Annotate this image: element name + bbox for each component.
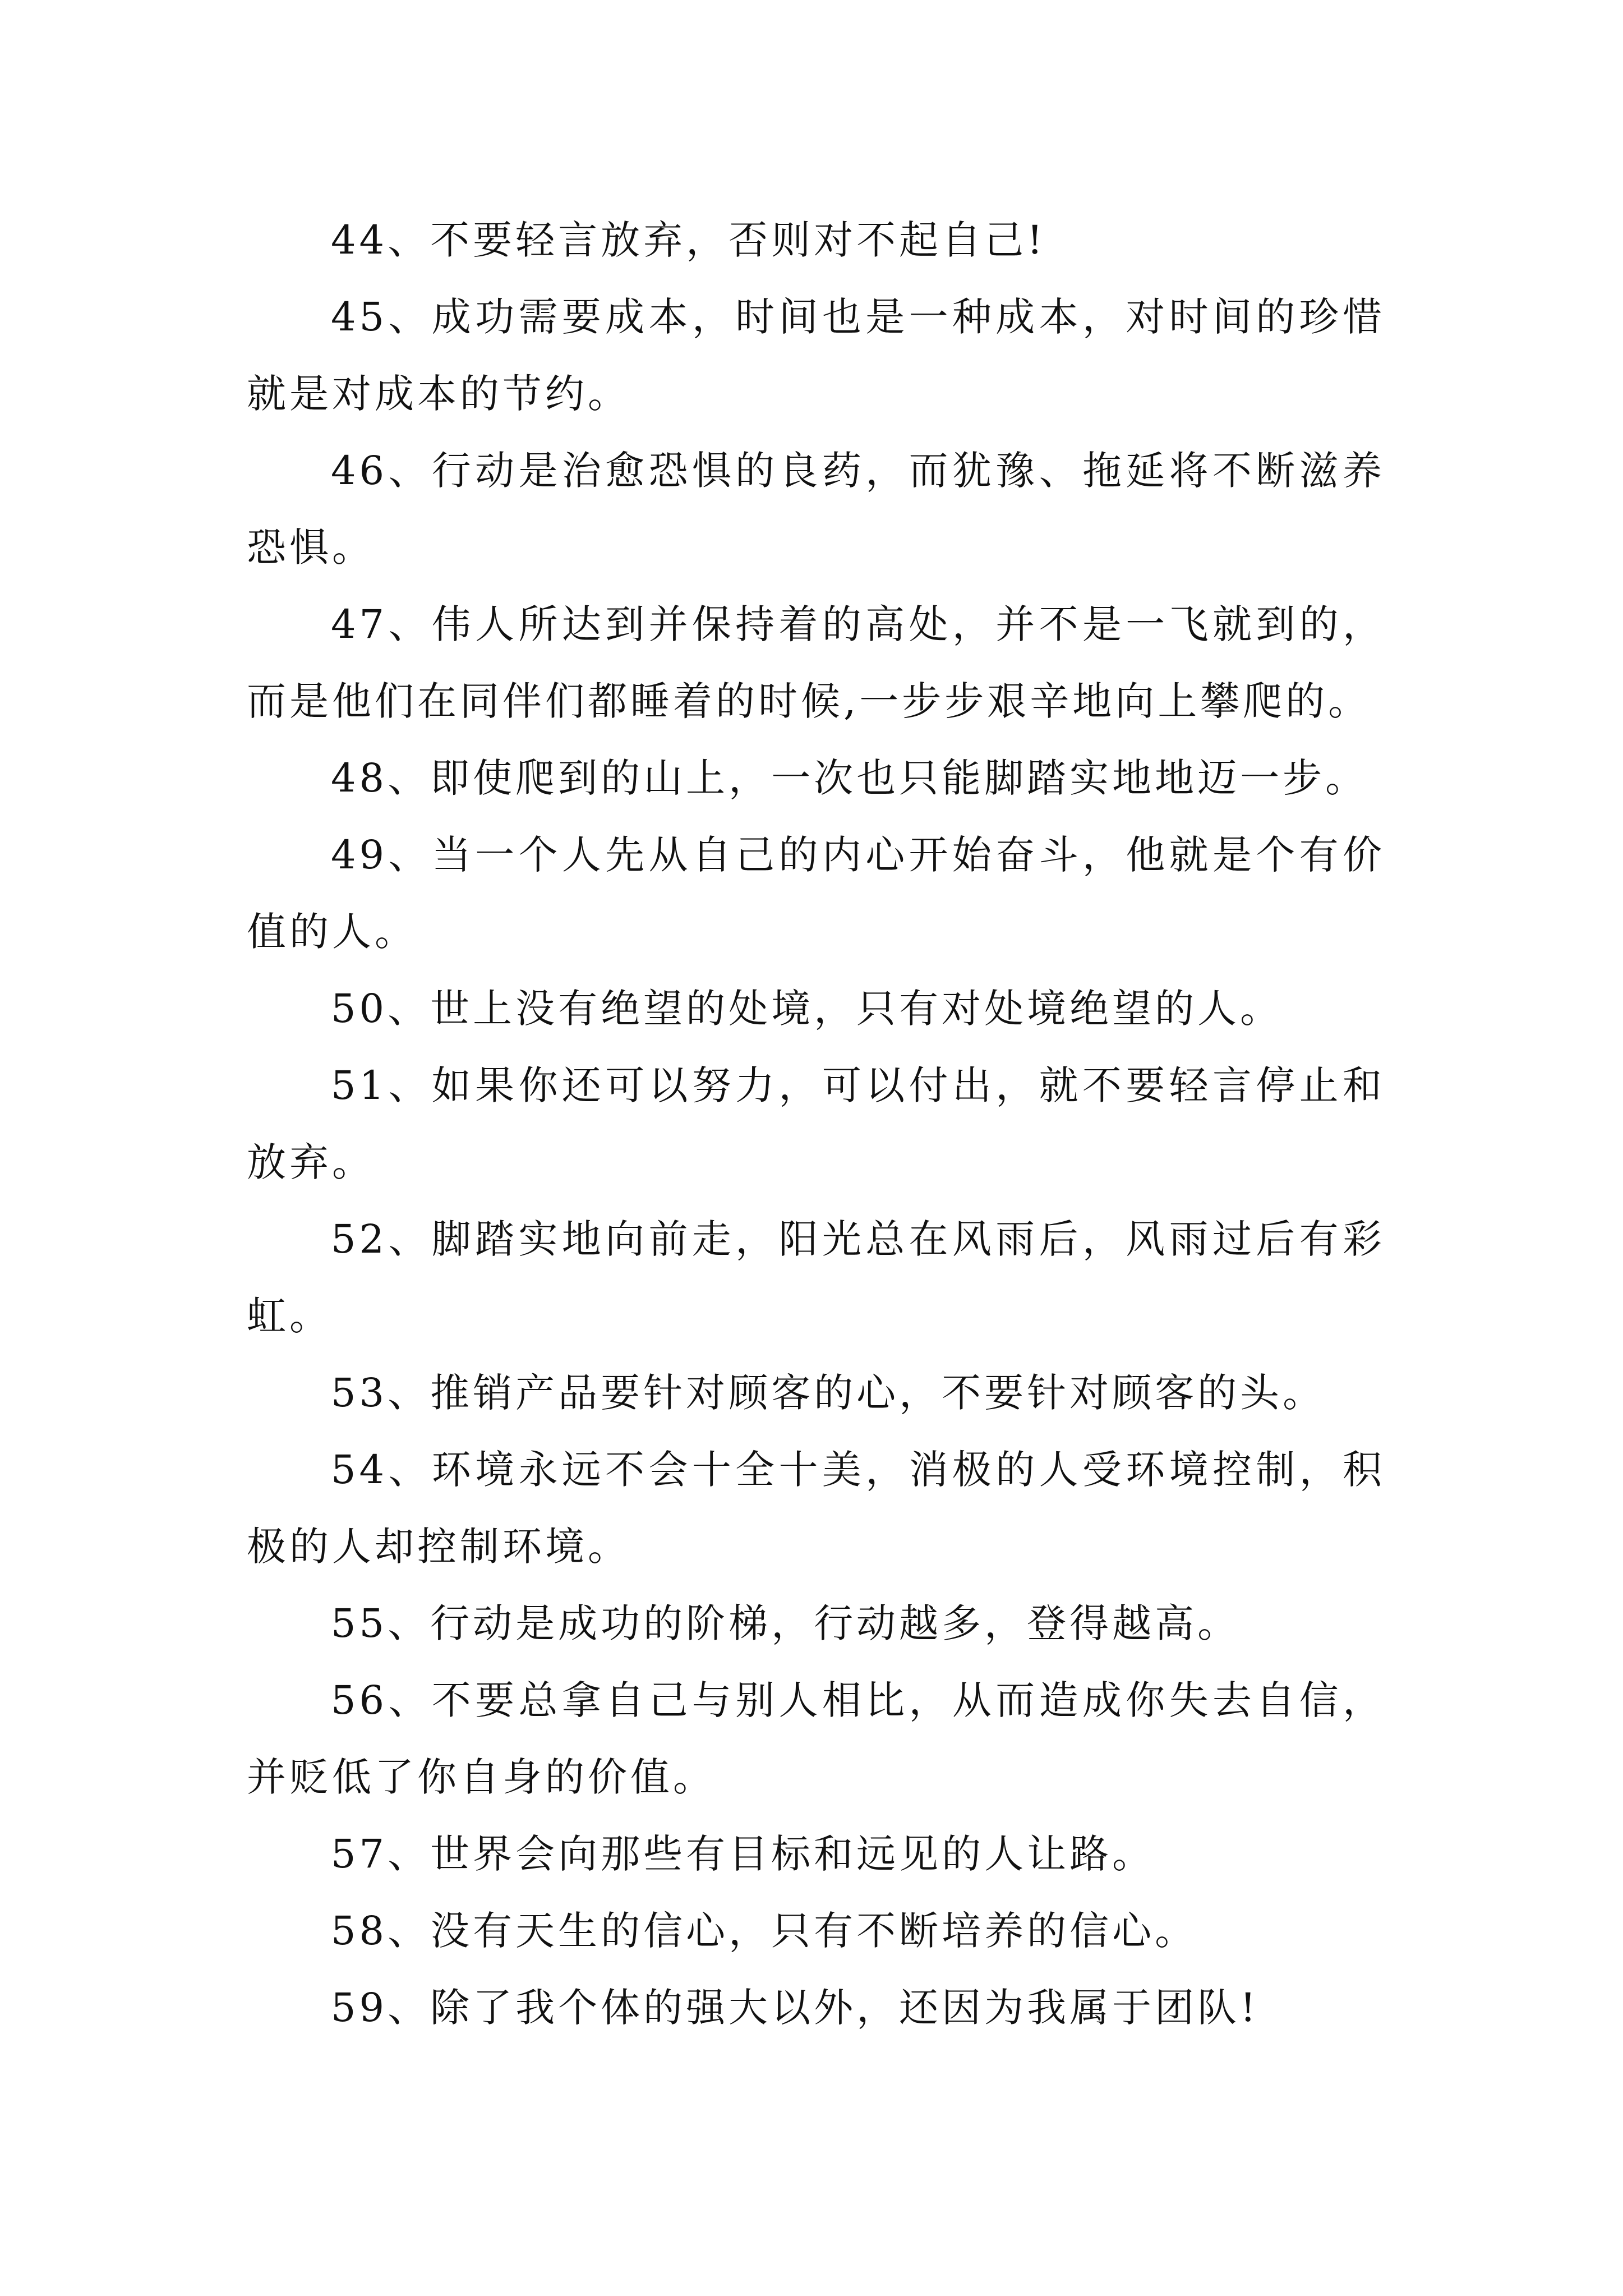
quote-paragraph-50: 50、世上没有绝望的处境，只有对处境绝望的人。 [331,986,1283,1032]
quote-paragraph-59: 59、除了我个体的强大以外，还因为我属于团队! [331,1985,1260,2031]
quote-paragraph-46: 46、行动是治愈恐惧的良药，而犹豫、拖延将不断滋养恐惧。 [247,448,1385,570]
quote-paragraph-58: 58、没有天生的信心，只有不断培养的信心。 [331,1908,1198,1954]
quote-paragraph-48: 48、即使爬到的山上，一次也只能脚踏实地地迈一步。 [331,755,1368,801]
quote-paragraph-49: 49、当一个人先从自己的内心开始奋斗，他就是个有价值的人。 [247,832,1385,955]
quote-paragraph-56: 56、不要总拿自己与别人相比，从而造成你失去自信，并贬低了你自身的价值。 [247,1677,1385,1800]
quote-paragraph-57: 57、世界会向那些有目标和远见的人让路。 [331,1831,1155,1877]
quote-paragraph-53: 53、推销产品要针对顾客的心，不要针对顾客的头。 [331,1370,1326,1416]
quote-paragraph-54: 54、环境永远不会十全十美，消极的人受环境控制，积极的人却控制环境。 [247,1447,1385,1570]
quote-paragraph-44: 44、不要轻言放弃，否则对不起自己! [331,217,1046,263]
quote-paragraph-45: 45、成功需要成本，时间也是一种成本，对时间的珍惜就是对成本的节约。 [247,294,1385,417]
quote-paragraph-55: 55、行动是成功的阶梯，行动越多，登得越高。 [331,1600,1241,1646]
quote-paragraph-52: 52、脚踏实地向前走，阳光总在风雨后，风雨过后有彩虹。 [247,1216,1385,1339]
document-body [247,202,1385,2046]
quote-paragraph-47: 47、伟人所达到并保持着的高处，并不是一飞就到的，而是他们在同伴们都睡着的时候,一步步艰辛地向上攀爬的。 [247,601,1385,724]
quote-paragraph-51: 51、如果你还可以努力，可以付出，就不要轻言停止和放弃。 [247,1062,1385,1185]
